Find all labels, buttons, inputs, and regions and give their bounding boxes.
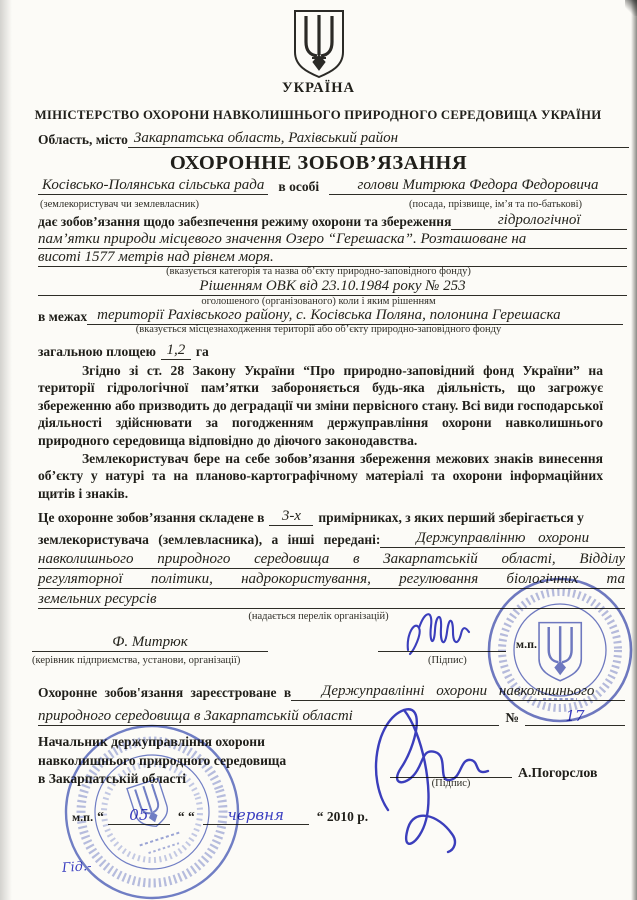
trident-coat-of-arms-icon — [287, 8, 351, 80]
document-title: ОХОРОННЕ ЗОБОВ’ЯЗАННЯ — [169, 152, 468, 174]
signature1-seal-label: м.п. — [515, 637, 537, 651]
paragraph-landuser-duty: Землекористувач бере на себе зобов’язання збереження межових знаків винесення об’єкту у натурі та на планово-картографічному матеріалі та охорони інформаційних щитів і знаків. — [38, 451, 603, 501]
signature2-name: А.Погорслов — [518, 765, 598, 780]
parties-connector: в особі — [278, 179, 320, 194]
person-caption: (посада, прізвище, ім’я та по-батькові) — [408, 199, 582, 210]
date-mid-quotes: “ “ — [177, 809, 195, 824]
landuser-value: Косівсько-Полянська сільська рада — [38, 177, 268, 195]
recipients-line4: земельних ресурсів — [38, 591, 625, 609]
recipients-line1: Держуправлінню охорони — [380, 530, 625, 548]
copies-lead: Це охоронне зобов’язання складене в — [38, 510, 265, 525]
parties-line — [38, 177, 627, 195]
registration-number-label: № — [505, 710, 519, 725]
obligation-lead: дає зобов’язання щодо забезпечення режиму охорони та збереження — [38, 214, 452, 229]
date-month-value: червня — [203, 806, 309, 825]
registration-value1: Держуправлінні охорони навколишнього — [291, 683, 625, 701]
copies-count: 3-х — [269, 508, 313, 526]
object-altitude-line: висоті 1577 метрів над рівнем моря. — [38, 249, 627, 267]
officer-title-line3: в Закарпатській області — [38, 771, 187, 786]
obligation-lead-line — [38, 212, 627, 230]
landuser-caption: (землекористувач чи землевласник) — [40, 199, 199, 210]
registration-value2: природного середовища в Закарпатській області — [38, 708, 353, 724]
parties-captions — [40, 199, 582, 210]
within-caption: (вказується місцезнаходження території або об’єкту природно-заповідного фонду — [135, 324, 502, 335]
mytryuk-signature-scribble — [403, 606, 475, 662]
object-caption: (вказується категорія та назва об’єкту природно-заповідного фонду) — [166, 266, 471, 277]
area-unit: га — [195, 344, 209, 359]
copies-mid: примірниках, з яких перший зберігається у — [318, 510, 584, 525]
official-round-stamp-left — [62, 722, 242, 900]
date-seal-label: м.п. — [72, 810, 94, 824]
signature1-name: Ф. Митрюк — [32, 634, 268, 652]
signature1-caption: (керівник підприємства, установи, організації) — [32, 655, 241, 666]
within-line — [38, 307, 623, 325]
copies-line1 — [38, 508, 603, 526]
decision-caption: оголошеного (організованого) коли і яким рішенням — [201, 296, 436, 307]
officer-title-line2: навколишнього природного середовища — [38, 752, 287, 768]
handwritten-margin-note: Гід.- — [61, 858, 93, 877]
person-value: голови Митрюка Федора Федоровича — [329, 177, 627, 195]
registration-lead: Охоронне зобов'язання зареєстроване в — [38, 685, 292, 700]
within-value: території Рахівського району, с. Косівська Поляна, полонина Герешаска — [87, 307, 623, 325]
officer-title-line1: Начальник держуправління охорони — [38, 734, 265, 749]
official-round-stamp-right — [485, 575, 635, 725]
region-line — [38, 130, 629, 148]
region-label: Область, місто — [38, 132, 128, 147]
date-year: “ 2010 р. — [316, 809, 369, 824]
object-name-line: пам’ятки природи місцевого значення Озеро “Герешаска”. Розташоване на — [38, 231, 627, 249]
recipients-caption: (надається перелік організацій) — [248, 611, 389, 622]
area-value: 1,2 — [161, 342, 191, 360]
signature2-sign-caption: (Підпис) — [431, 778, 471, 789]
area-line — [38, 342, 209, 360]
scan-edge-left — [0, 0, 12, 900]
recipients-line3: регуляторної політики, надрокористування, регулювання біологічних та — [38, 571, 625, 587]
scan-edge-right — [631, 0, 637, 900]
signature1-sign-caption: (Підпис) — [428, 655, 467, 666]
pogorslov-signature-scribble — [358, 692, 506, 857]
object-category-value: гідрологічної — [451, 212, 627, 230]
copies-transferred-label: землекористувача (землевласника), а інші передані: — [38, 532, 381, 547]
country-name: УКРАЇНА — [281, 80, 356, 96]
registration-number: 17 — [525, 707, 625, 726]
copies-line2 — [38, 530, 625, 548]
date-day-value: 05 — [108, 806, 170, 825]
ministry-name: МІНІСТЕРСТВО ОХОРОНИ НАВКОЛИШНЬОГО ПРИРОДНОГО СЕРЕДОВИЩА УКРАЇНИ — [34, 108, 602, 122]
decision-line: Рішенням ОВК від 23.10.1984 року № 253 — [38, 278, 627, 296]
recipients-line2: навколишнього природного середовища в Закарпатській області, Відділу — [38, 551, 625, 567]
area-label: загальною площею — [38, 344, 156, 359]
paragraph-law: Згідно зі ст. 28 Закону України “Про природно-заповідний фонд України” на території гідрологічної пам’ятки забороняється будь-яка діяльність, що загрожує збереженню або призводить до деградації чи зміни первісного стану. Всі види господарської діяльності здійснювати за погодженням держуправління охорони навколишнього природного середовища відповідно до діючого законодавства. — [38, 363, 603, 448]
within-label: в межах — [38, 309, 88, 324]
date-open-quote: “ — [97, 809, 104, 824]
region-value: Закарпатська область, Рахівський район — [128, 130, 629, 148]
scan-corner-mark — [625, 0, 637, 16]
